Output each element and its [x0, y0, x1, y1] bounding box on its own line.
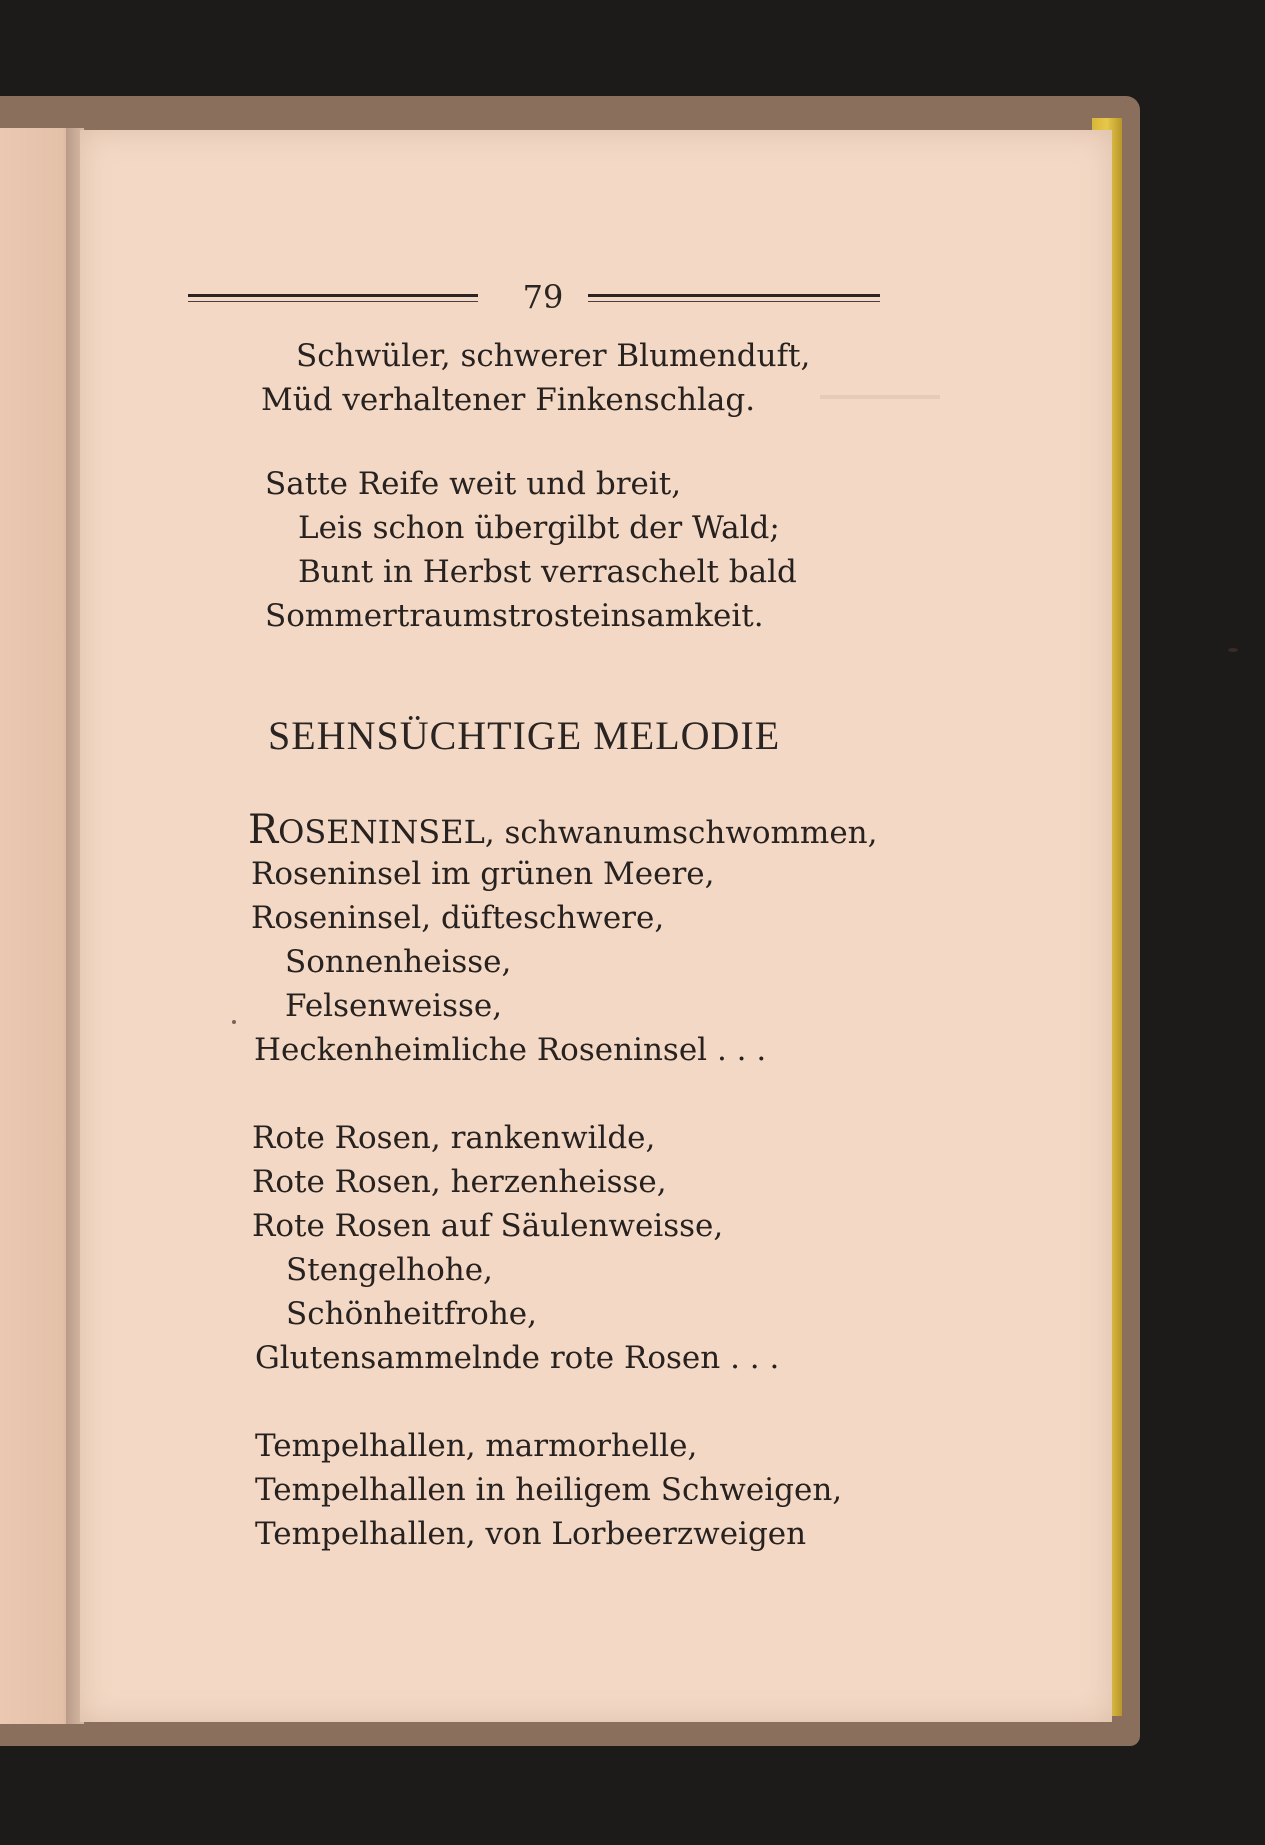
- poem-line: Glutensammelnde rote Rosen . . .: [255, 1340, 780, 1376]
- paper-speck: [232, 1020, 236, 1024]
- poem-line: Heckenheimliche Roseninsel . . .: [254, 1032, 767, 1068]
- poem-line: Müd verhaltener Finkenschlag.: [261, 382, 756, 418]
- poem-line: Leis schon übergilbt der Wald;: [298, 510, 780, 546]
- paper-speck: [1228, 648, 1238, 652]
- poem-line: Felsenweisse,: [285, 988, 503, 1024]
- poem-line: Sommertraumstrosteinsamkeit.: [265, 598, 764, 634]
- poem-title: SEHNSÜCHTIGE MELODIE: [268, 713, 781, 758]
- poem-line: Rote Rosen, herzenheisse,: [252, 1164, 667, 1200]
- poem-first-line: [248, 807, 878, 853]
- poem-line: Stengelhohe,: [286, 1252, 493, 1288]
- header-rule-left: [188, 294, 478, 297]
- poem-line: Sonnenheisse,: [285, 944, 512, 980]
- header-rule-right: [588, 294, 880, 297]
- poem-line: Schönheitfrohe,: [286, 1296, 537, 1332]
- page-number: 79: [522, 278, 564, 316]
- poem-line: Tempelhallen in heiligem Schweigen,: [255, 1472, 843, 1508]
- book-page: [80, 130, 1112, 1722]
- poem-line: Roseninsel, düfteschwere,: [251, 900, 665, 936]
- poem-line: Tempelhallen, von Lorbeerzweigen: [255, 1516, 807, 1552]
- page-header: [188, 278, 880, 318]
- poem-line: Roseninsel im grünen Meere,: [251, 856, 715, 892]
- drop-cap: R: [248, 807, 279, 853]
- poem-line: Bunt in Herbst verraschelt bald: [298, 554, 797, 590]
- poem-line: Rote Rosen auf Säulenweisse,: [252, 1208, 724, 1244]
- poem-line: Rote Rosen, rankenwilde,: [252, 1120, 656, 1156]
- small-caps-word: OSENINSEL: [278, 813, 485, 851]
- poem-line: Satte Reife weit und breit,: [265, 466, 682, 502]
- first-line-rest: , schwanumschwommen,: [484, 815, 878, 851]
- poem-line: Schwüler, schwerer Blumenduft,: [296, 338, 811, 374]
- poem-line: Tempelhallen, marmorhelle,: [255, 1428, 698, 1464]
